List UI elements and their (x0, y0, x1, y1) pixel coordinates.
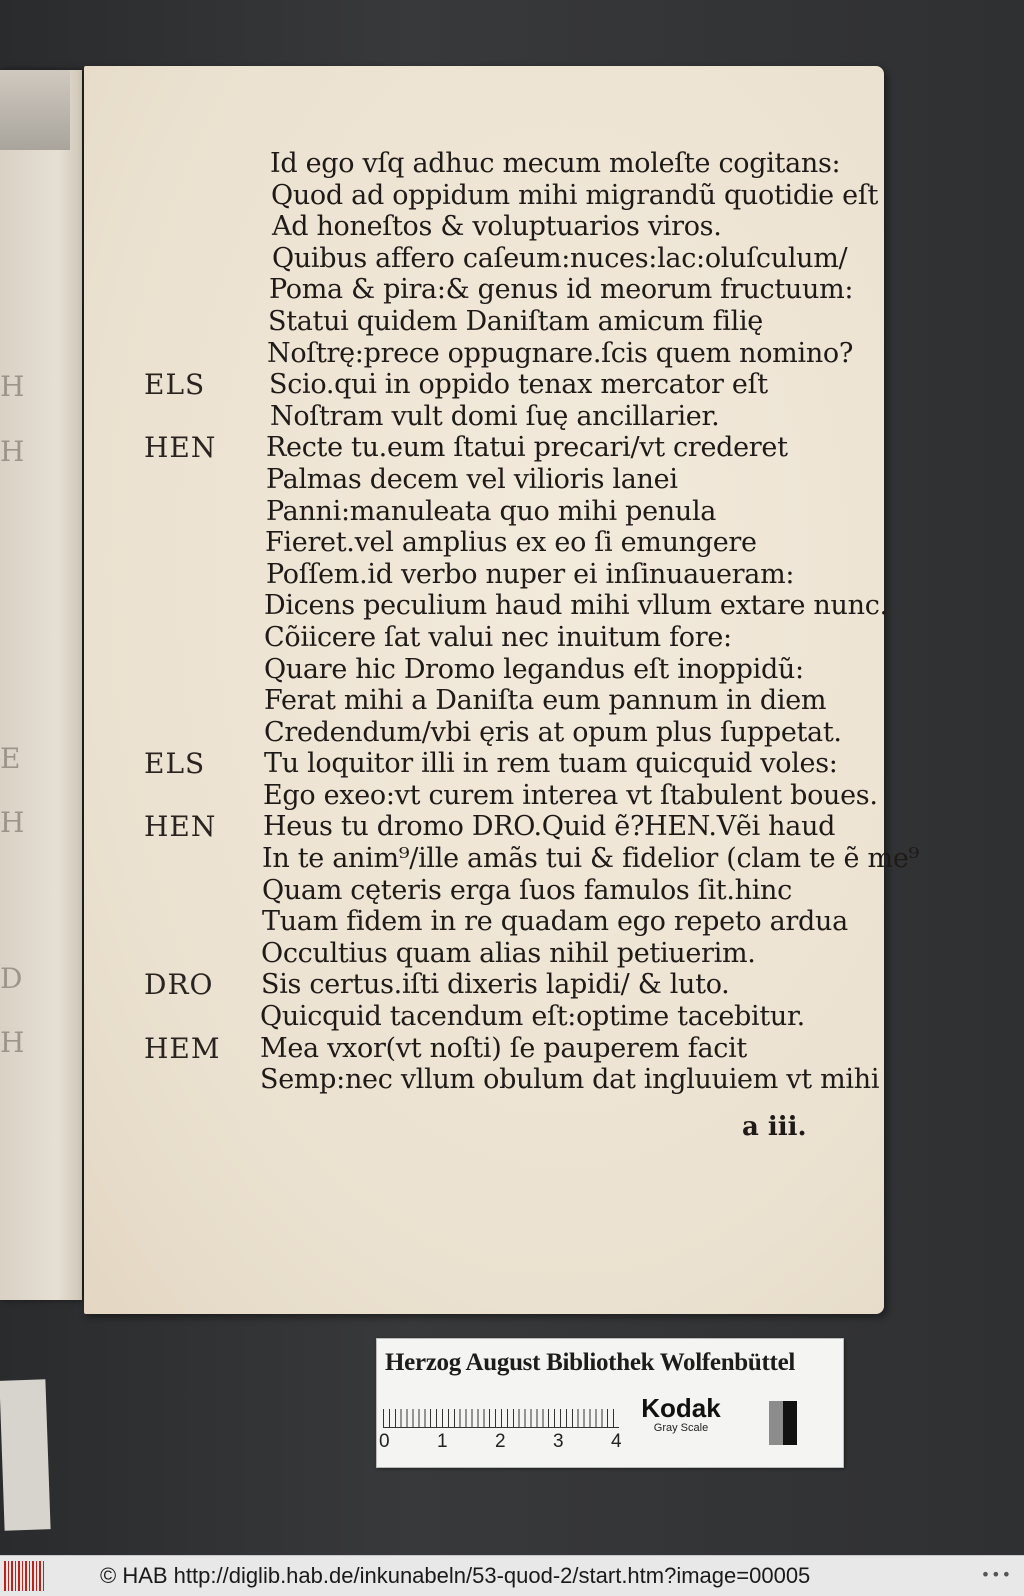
verse-text: Sis certus.iſti dixeris lapidi/ & luto. (261, 969, 730, 1001)
signature-mark: a iii. (742, 1112, 807, 1142)
verse-line (84, 496, 884, 528)
verse-text: Statui quidem Daniſtam amicum filię (268, 305, 763, 337)
verse-text: Quod ad oppidum mihi migrandũ quotidie eſt (271, 179, 879, 211)
verse-line (84, 717, 884, 749)
kodak-logo (641, 1395, 721, 1435)
verse-line (84, 590, 888, 622)
speaker-label: ELS (144, 747, 206, 781)
verse-text: Ego exeo:vt curem interea vt ſtabulent boues. (263, 779, 878, 811)
verse-text: Quibus affero caſeum:nuces:lac:oluſculum/ (272, 242, 848, 274)
verse-text: Poma & pira:& genus id meorum fructuum: (269, 274, 854, 306)
verse-line (84, 1033, 884, 1065)
verse-text: Poſſem.id verbo nuper ei inſinuaueram: (266, 558, 795, 590)
verse-line (84, 527, 884, 559)
verse-line (84, 401, 884, 433)
verse-line (84, 369, 884, 401)
verse-line (84, 432, 884, 464)
verse-line (84, 938, 884, 970)
verse-text: Recte tu.eum ſtatui precari/vt crederet (266, 432, 788, 464)
verse-text: Ferat mihi a Daniſta eum pannum in diem (264, 685, 827, 717)
speaker-label: HEM (144, 1031, 221, 1065)
verse-line (84, 306, 884, 338)
bleed-letter: H (0, 806, 25, 839)
bleed-letter: H (0, 1026, 25, 1059)
verse-line (84, 211, 884, 243)
verse-line (84, 338, 884, 370)
verse-line (84, 811, 884, 843)
barcode-logo-icon (4, 1561, 46, 1591)
previous-page-edge (0, 70, 82, 1300)
shelf-label (0, 1379, 51, 1531)
viewer-footer (0, 1555, 1024, 1596)
ruler-number: 4 (611, 1431, 622, 1452)
verse-text: Cõiicere ſat valui nec inuitum fore: (264, 621, 732, 653)
verse-text: Ad honeſtos & voluptuarios viros. (272, 211, 722, 243)
verse-text: Id ego vſq adhuc mecum moleſte cogitans: (270, 148, 841, 179)
verse-text-block (84, 148, 920, 1096)
verse-text: Mea vxor(vt noſti) ſe pauperem facit (260, 1032, 747, 1064)
ruler-numbers (379, 1431, 639, 1455)
ruler-number: 3 (553, 1431, 564, 1452)
gray-scale-patch (755, 1401, 797, 1445)
library-name: Herzog August Bibliothek Wolfenbüttel (385, 1349, 796, 1376)
incunable-page (84, 66, 920, 1314)
previous-page-top (0, 70, 70, 150)
bleed-letter: H (0, 435, 25, 468)
verse-line (84, 906, 884, 938)
verse-line (84, 748, 884, 780)
verse-text: Quam cęteris erga ſuos famulos ſit.hinc (262, 874, 792, 906)
verse-line (84, 559, 884, 591)
verse-line (84, 969, 884, 1001)
ruler-number: 2 (495, 1431, 506, 1452)
verse-line (84, 274, 884, 306)
gray-swatch (755, 1401, 769, 1445)
color-reference-card (376, 1338, 844, 1468)
verse-line (84, 243, 884, 275)
speaker-label: HEN (144, 431, 217, 465)
gray-swatch (769, 1401, 783, 1445)
kodak-brand: Kodak (641, 1393, 721, 1423)
verse-text: Panni:manuleata quo mihi penula (266, 495, 717, 527)
verse-line (84, 148, 884, 180)
verse-line (84, 464, 884, 496)
verse-text: Tu loquitor illi in rem tuam quicquid voles: (264, 748, 838, 780)
verse-line (84, 780, 884, 812)
ruler-number: 0 (379, 1431, 390, 1452)
verse-text: Dicens peculium haud mihi vllum extare nunc. (264, 590, 888, 622)
verse-text: Noſtram vult domi ſuę ancillarier. (270, 400, 720, 432)
verse-line (84, 622, 884, 654)
gray-scale-label: Gray Scale (653, 1422, 709, 1434)
speaker-label: ELS (144, 368, 206, 402)
verse-line (84, 875, 884, 907)
copyright-url[interactable]: © HAB http://diglib.hab.de/inkunabeln/53-quod-2/start.htm?image=00005 (100, 1563, 811, 1588)
verse-text: Occultius quam alias nihil petiuerim. (261, 937, 756, 969)
verse-line (84, 685, 884, 717)
verse-line (84, 180, 884, 212)
gray-swatch (783, 1401, 797, 1445)
speaker-label: DRO (144, 968, 214, 1002)
verse-text: Tuam fidem in re quadam ego repeto ardua (262, 906, 848, 938)
ruler-scale (383, 1397, 619, 1428)
more-icon[interactable]: ••• (980, 1565, 1012, 1584)
verse-line (84, 654, 884, 686)
verse-text: Quicquid tacendum eſt:optime tacebitur. (260, 1001, 805, 1033)
speaker-label: HEN (144, 810, 217, 844)
verse-text: Semp:nec vllum obulum dat ingluuiem vt mihi (260, 1064, 880, 1096)
verse-text: Quare hic Dromo legandus eſt inoppidũ: (264, 653, 804, 685)
verse-line (84, 843, 920, 875)
verse-text: Heus tu dromo DRO.Quid ẽ?HEN.Vẽi haud (263, 811, 836, 843)
verse-line (84, 1064, 884, 1096)
ruler-number: 1 (437, 1431, 448, 1452)
verse-text: Credendum/vbi ęris at opum plus ſuppetat. (264, 716, 842, 748)
bleed-letter: D (0, 962, 23, 995)
verse-line (84, 1001, 884, 1033)
bleed-letter: H (0, 370, 25, 403)
verse-text: Fieret.vel amplius ex eo ſi emungere (265, 527, 757, 559)
verse-text: Palmas decem vel vilioris lanei (266, 463, 678, 495)
verse-text: Noſtrę:prece oppugnare.ſcis quem nomino? (267, 337, 854, 369)
bleed-letter: E (0, 742, 21, 775)
verse-text: Scio.qui in oppido tenax mercator eſt (269, 369, 768, 401)
verse-text: In te anim⁹/ille amãs tui & fidelior (clam te ẽ me⁹ (262, 843, 920, 875)
